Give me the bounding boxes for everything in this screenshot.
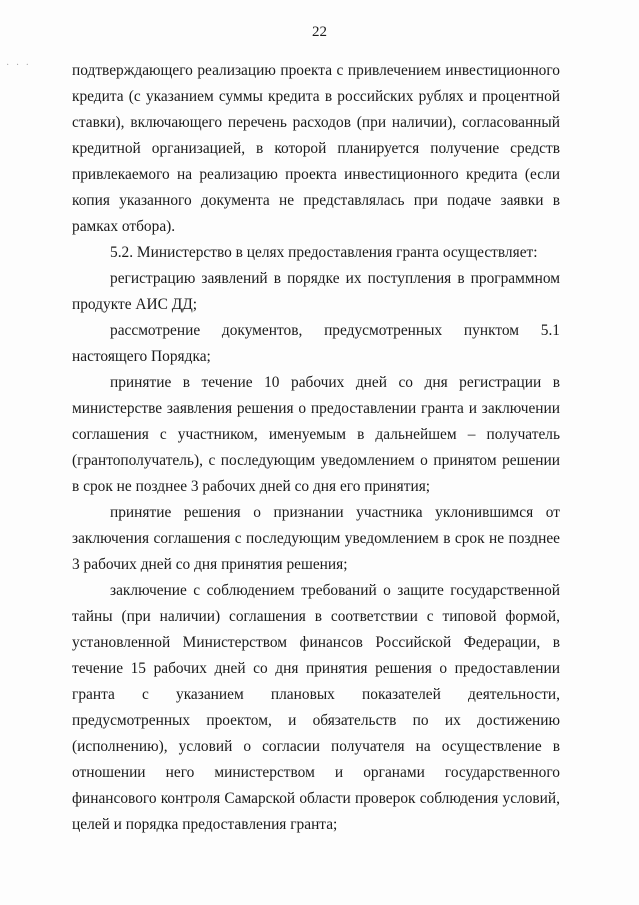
paragraph-agreement: заключение с соблюдением требований о защите государственной тайны (при наличии) соглашения в соответствии с типовой формой, установленной Министерством финансов Российской Федерации, в течение 15 рабочих дней со дня принятия решения о предоставлении гранта с указанием плановых показателей деятельности, предусмотренных проектом, и обязательств по их достижению (исполнению), условий о согласии получателя на осуществление в отношении него министерством и органами государственного финансового контроля Самарской области проверок соблюдения условий, целей и порядка предоставления гранта; xyxy=(72,582,560,833)
paragraph-evasion: принятие решения о признании участника уклонившимся от заключения соглашения с последующим уведомлением в срок не позднее 3 рабочих дней со дня принятия решения; xyxy=(72,504,560,573)
paragraph-review: рассмотрение документов, предусмотренных пунктом 5.1 настоящего Порядка; xyxy=(72,322,560,365)
paragraph-continuation: подтверждающего реализацию проекта с привлечением инвестиционного кредита (с указанием суммы кредита в российских рублях и процентной ставки), включающего перечень расходов (при наличии), согласованный кредитной организацией, в которой планируется получение средств привлекаемого на реализацию проекта инвестиционного кредита (если копия указанного документа не представлялась при подаче заявки в рамках отбора). xyxy=(72,62,560,235)
scan-edge-mark: · · · xyxy=(6,60,31,71)
page-number: 22 xyxy=(312,24,327,40)
paragraph-registration: регистрацию заявлений в порядке их поступления в программном продукте АИС ДД; xyxy=(72,270,560,313)
paragraph-decision: принятие в течение 10 рабочих дней со дня регистрации в министерстве заявления решения о предоставлении гранта и заключении соглашения с участником, именуемым в дальнейшем – получатель (грантополучатель), с последующим уведомлением о принятом решении в срок не позднее 3 рабочих дней со дня его принятия; xyxy=(72,374,560,495)
paragraph-section-5-2: 5.2. Министерство в целях предоставления гранта осуществляет: xyxy=(110,244,538,261)
document-body xyxy=(72,58,560,838)
